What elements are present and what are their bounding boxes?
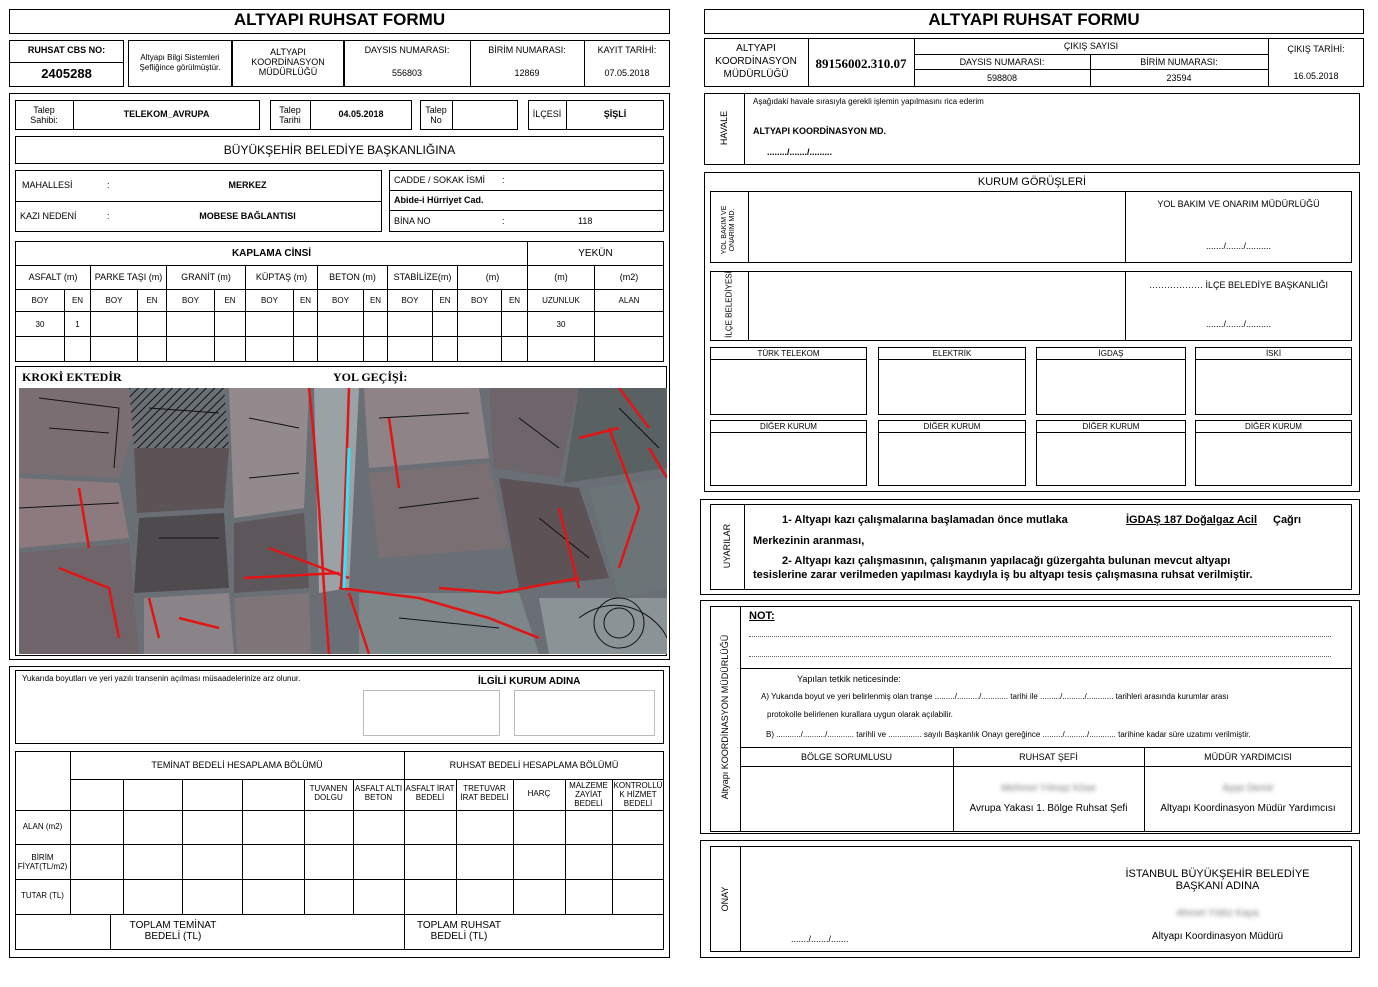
havale-label: HAVALE — [719, 110, 729, 146]
boy-header: BOY — [458, 290, 502, 312]
kontrollu-header: KONTROLLÜ K HİZMET BEDELİ — [613, 781, 663, 808]
en-header: EN — [65, 290, 91, 312]
line-a: A) Yukarıda boyut ve yeri belirlenmiş olan tranşe ........./........../............ tarihi ile ........./........../............ tarihleri arasında kurumlar arası — [761, 692, 1229, 701]
kaplama-col-parke: PARKE TAŞI (m) — [91, 266, 167, 290]
bina-no: 118 — [578, 216, 593, 226]
kayit-label: KAYIT TARİHİ: — [597, 45, 657, 55]
org-diger-2: DİĞER KURUM — [923, 422, 981, 431]
ilce-date: ......./......./.......... — [1205, 319, 1271, 329]
line-b: B) .........../........../............ tarihli ve ............... sayılı Başkanlık Onayı gereğince ........./........../............ tarihine kadar süre uzatımı verilmiştir. — [766, 730, 1251, 739]
onay-label: ONAY — [720, 886, 730, 912]
koordinasyon-inner — [710, 606, 1352, 832]
right-dept-line-1: ALTYAPI — [736, 43, 776, 54]
stamp-box-2 — [514, 690, 655, 736]
talep-sahibi-label-2: Sahibi: — [30, 115, 58, 125]
havale-dept: ALTYAPI KOORDİNASYON MD. — [753, 126, 887, 136]
boy-header: BOY — [318, 290, 364, 312]
yekun-col-m: (m) — [528, 266, 595, 290]
cadde: Abide-i Hürriyet Cad. — [394, 195, 484, 205]
mahallesi: MERKEZ — [228, 180, 267, 190]
uyari-1-tail: Çağrı — [1273, 514, 1302, 526]
kazi-label: KAZI NEDENİ — [20, 211, 77, 221]
sig-1-name: Mehmet Yılmaz Köse — [1001, 783, 1096, 794]
asfalt-irat-header: ASFALT İRAT BEDELİ — [405, 784, 455, 802]
harc-header: HARÇ — [527, 789, 551, 798]
asfalt-alti-header: ASFALT ALTI BETON — [354, 784, 403, 802]
kaplama-col-stabilize: STABİLİZE(m) — [388, 266, 458, 290]
boy-header: BOY — [16, 290, 65, 312]
cikis-tarihi: 16.05.2018 — [1293, 71, 1339, 81]
en-header: EN — [502, 290, 528, 312]
ref-number: 89156002.310.07 — [815, 56, 907, 71]
kurum-gorusleri-title: KURUM GÖRÜŞLERİ — [977, 176, 1087, 188]
asfalt-en: 1 — [65, 312, 91, 337]
right-page-title: ALTYAPI RUHSAT FORMU — [928, 10, 1140, 29]
baskanlik: BÜYÜKŞEHİR BELEDİYE BAŞKANLIĞINA — [223, 143, 456, 157]
bolge-sorumlusu-header: BÖLGE SORUMLUSU — [800, 752, 893, 762]
cadde-label: CADDE / SOKAK İSMİ — [394, 175, 486, 185]
toplam-teminat: TOPLAM TEMİNAT BEDELİ (TL) — [129, 920, 217, 942]
not-label: NOT: — [749, 610, 775, 622]
ilcesi-label: İLÇESİ — [532, 109, 562, 119]
kayit-value: 07.05.2018 — [604, 68, 650, 78]
birim-value: 12869 — [514, 68, 540, 78]
tetkik-text: Yapılan tetkik neticesinde: — [797, 674, 901, 684]
kroki-label: KROKİ EKTEDİR — [22, 370, 122, 384]
uzunluk-value: 30 — [528, 312, 595, 337]
org-iski: İSKİ — [1265, 349, 1282, 358]
mudur-yardimcisi-header: MÜDÜR YARDIMCISI — [1204, 752, 1292, 762]
dept-line-1: ALTYAPI — [270, 47, 306, 57]
yekun-col-m2: (m2) — [595, 266, 664, 290]
right-daysis-value: 598808 — [986, 73, 1018, 83]
en-header: EN — [364, 290, 388, 312]
org-turk-telekom: TÜRK TELEKOM — [757, 349, 820, 358]
kaplama-col-kuptas: KÜPTAŞ (m) — [246, 266, 318, 290]
sig-3-name: Ahmet Yıldız Kaya — [1176, 908, 1259, 919]
cikis-sayisi-label: ÇIKIŞ SAYISI — [1063, 41, 1119, 51]
org-igdas: İGDAŞ — [1098, 349, 1124, 358]
yekun-title: YEKÜN — [528, 242, 664, 266]
toplam-ruhsat: TOPLAM RUHSAT BEDELİ (TL) — [416, 920, 502, 942]
talep-tarihi-label-2: Tarihi — [279, 115, 301, 125]
teminat-title: TEMİNAT BEDELİ HESAPLAMA BÖLÜMÜ — [151, 760, 323, 770]
cadde-colon: : — [502, 175, 505, 185]
bina-label: BİNA NO — [394, 216, 431, 226]
dept-line-3: MÜDÜRLÜĞÜ — [258, 67, 318, 77]
uyari-2-line-2: tesislerine zarar verilmeden yapılması kaydıyla iş bu altyapı tesis çalışmasına ruhsat verilmiştir. — [753, 569, 1253, 581]
uzunluk-header: UZUNLUK — [528, 290, 595, 312]
mahallesi-label: MAHALLESİ — [22, 180, 73, 190]
uyari-2-line-1: 2- Altyapı kazı çalışmasının, çalışmanın yapılacağı güzergahta bulunan mevcut altyapı — [782, 555, 1231, 567]
sig-2-name: Ayşe Demir — [1222, 783, 1274, 794]
havale-text: Aşağıdaki havale sırasıyla gerekli işlemin yapılmasını rica ederim — [753, 97, 984, 106]
info-line-1: Altyapı Bilgi Sistemleri — [140, 53, 220, 62]
alan-row-label: ALAN (m2) — [22, 822, 63, 831]
talep-no-label-2: No — [430, 115, 442, 125]
talep-sahibi: TELEKOM_AVRUPA — [123, 109, 210, 119]
dept-line-2: KOORDİNASYON — [251, 57, 325, 67]
ruhsat-bedel-title: RUHSAT BEDELİ HESAPLAMA BÖLÜMÜ — [449, 760, 619, 770]
ibb-line-2: BAŞKANI ADINA — [1175, 880, 1260, 892]
yol-bakim-vertical: YOL BAKIM VE ONARIM MD. — [721, 205, 736, 255]
uyari-1-line-2: Merkezinin aranması, — [753, 535, 865, 547]
tutar-row-label: TUTAR (TL) — [21, 891, 64, 900]
org-diger-1: DİĞER KURUM — [760, 422, 817, 431]
havale-date: ......../......./......... — [767, 147, 833, 157]
ilce-title: ……………… İLÇE BELEDİYE BAŞKANLIĞI — [1148, 280, 1329, 290]
cikis-tarihi-label: ÇIKIŞ TARİHİ: — [1287, 44, 1345, 54]
malzeme-header: MALZEME ZAYİAT BEDELİ — [569, 781, 608, 808]
kaplama-col-asfalt: ASFALT (m) — [16, 266, 91, 290]
daysis-label: DAYSIS NUMARASI: — [364, 45, 450, 55]
alan-header: ALAN — [595, 290, 664, 312]
daysis-value: 556803 — [391, 68, 423, 78]
stamp-box-1 — [363, 690, 500, 736]
kaplama-title: KAPLAMA CİNSİ — [16, 242, 528, 266]
line-a-2: protokolle belirlenen kurallara uygun olarak açılabilir. — [767, 710, 953, 719]
uyari-1-text: 1- Altyapı kazı çalışmalarına başlamadan önce mutlaka — [782, 514, 1068, 526]
ruhsat-sefi-header: RUHSAT ŞEFİ — [1019, 752, 1078, 762]
arz-text: Yukarıda boyutları ve yeri yazılı transenin açılması müsaadelerinize arz olunur. — [22, 674, 301, 683]
kaplama-table — [15, 241, 664, 362]
en-header: EN — [215, 290, 246, 312]
birim-fiyat-row-label: BİRİM FİYAT(TL/m2) — [17, 853, 68, 871]
boy-header: BOY — [388, 290, 433, 312]
en-header: EN — [138, 290, 167, 312]
kazi-colon: : — [107, 211, 110, 221]
kaplama-col-granit: GRANİT (m) — [167, 266, 246, 290]
right-dept-line-2: KOORDİNASYON — [715, 56, 797, 67]
right-birim-label: BİRİM NUMARASI: — [1140, 57, 1218, 67]
talep-sahibi-label-1: Talep — [33, 105, 55, 115]
right-dept-line-3: MÜDÜRLÜĞÜ — [723, 69, 789, 80]
boy-header: BOY — [167, 290, 215, 312]
ibb-line-1: İSTANBUL BÜYÜKŞEHİR BELEDİYE — [1125, 868, 1310, 880]
org-diger-4: DİĞER KURUM — [1245, 422, 1302, 431]
yol-gecisi-label: YOL GEÇİŞİ: — [333, 370, 408, 384]
org-diger-3: DİĞER KURUM — [1082, 422, 1140, 431]
onay-date: ......./......./....... — [791, 934, 849, 944]
en-header: EN — [433, 290, 458, 312]
cbs-number: 2405288 — [41, 66, 92, 81]
talep-tarihi-label-1: Talep — [279, 105, 301, 115]
sig-3-title: Altyapı Koordinasyon Müdürü — [1151, 931, 1284, 942]
talep-tarihi: 04.05.2018 — [338, 109, 384, 119]
talep-no-label-1: Talep — [425, 105, 447, 115]
cbs-label: RUHSAT CBS NO: — [27, 45, 106, 55]
uyari-1-link[interactable]: İGDAŞ 187 Doğalgaz Acil — [1126, 514, 1258, 526]
ilcesi: ŞİŞLİ — [603, 109, 627, 119]
koordinasyon-vertical: Altyapı KOORDİNASYON MÜDÜRLÜĞÜ — [720, 634, 730, 800]
en-header: EN — [294, 290, 318, 312]
mahallesi-colon: : — [107, 180, 110, 190]
sig-1-title: Avrupa Yakası 1. Bölge Ruhsat Şefi — [969, 803, 1128, 814]
right-birim-value: 23594 — [1166, 73, 1192, 83]
ilgili-kurum: İLGİLİ KURUM ADINA — [478, 676, 581, 687]
org-elektrik: ELEKTRİK — [932, 349, 972, 358]
yol-bakim-title: YOL BAKIM VE ONARIM MÜDÜRLÜĞÜ — [1157, 199, 1320, 209]
boy-header: BOY — [246, 290, 294, 312]
right-daysis-label: DAYSIS NUMARASI: — [959, 57, 1045, 67]
bina-colon: : — [502, 216, 505, 226]
yol-bakim-date: ......./......./.......... — [1205, 241, 1271, 251]
left-page-title: ALTYAPI RUHSAT FORMU — [233, 10, 446, 29]
info-line-2: Şefliğince görülmüştür. — [139, 63, 221, 72]
site-sketch-map — [19, 388, 667, 654]
ilce-vertical: İLÇE BELEDİYESİ — [724, 271, 734, 338]
kaplama-col-other: (m) — [458, 266, 528, 290]
tuvanen-header: TUVANEN DOLGU — [309, 784, 348, 802]
uyarilar-label: UYARILAR — [722, 523, 732, 569]
tretuvar-irat-header: TRETUVAR İRAT BEDELİ — [460, 784, 509, 802]
birim-label: BİRİM NUMARASI: — [488, 45, 566, 55]
kazi-nedeni: MOBESE BAĞLANTISI — [199, 211, 296, 221]
sig-2-title: Altyapı Koordinasyon Müdür Yardımcısı — [1160, 803, 1336, 814]
boy-header: BOY — [91, 290, 138, 312]
kaplama-col-beton: BETON (m) — [318, 266, 388, 290]
asfalt-boy: 30 — [16, 312, 65, 337]
